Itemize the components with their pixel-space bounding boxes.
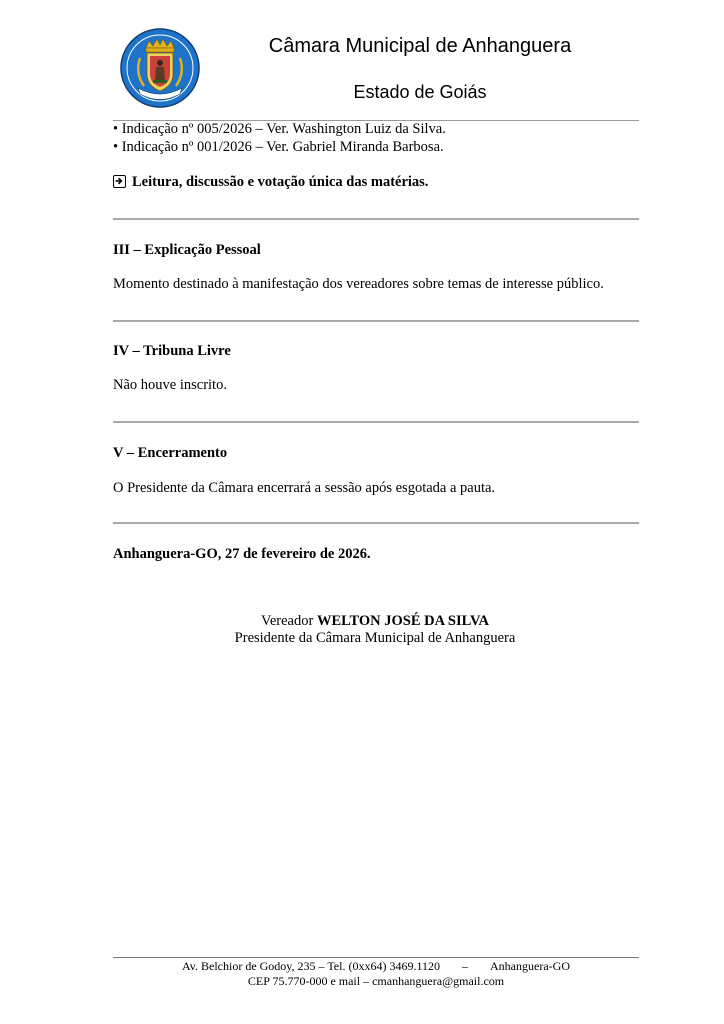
header-title: Câmara Municipal de Anhanguera <box>268 35 572 57</box>
signature-role: Presidente da Câmara Municipal de Anhanguera <box>234 630 516 646</box>
footer-dash: – <box>462 959 469 973</box>
section-text: Não houve inscrito. <box>113 377 227 393</box>
footer-line-1 <box>113 959 639 974</box>
reading-note <box>113 174 428 191</box>
section-heading: IV – Tribuna Livre <box>113 343 231 359</box>
reading-note-text: Leitura, discussão e votação única das matérias. <box>132 174 429 190</box>
place-date: Anhanguera-GO, 27 de fevereiro de 2026. <box>113 546 371 562</box>
section-divider <box>113 320 639 322</box>
footer-city: Anhanguera-GO <box>490 959 570 973</box>
arrow-right-icon <box>113 175 126 188</box>
signature-name <box>150 613 600 630</box>
signature-prefix: Vereador <box>260 613 314 629</box>
municipal-seal <box>120 28 200 108</box>
footer-address: Av. Belchior de Godoy, 235 – Tel. (0xx64) 3469.1120 <box>182 959 441 973</box>
section-text: O Presidente da Câmara encerrará a sessão após esgotada a pauta. <box>113 480 496 496</box>
section-divider <box>113 522 639 524</box>
section-heading: III – Explicação Pessoal <box>113 242 261 258</box>
list-item: • Indicação nº 005/2026 – Ver. Washington Luiz da Silva. <box>113 121 446 137</box>
section-divider <box>113 421 639 423</box>
section-divider <box>113 218 639 220</box>
header-subtitle: Estado de Goiás <box>353 82 487 102</box>
list-item: • Indicação nº 001/2026 – Ver. Gabriel Miranda Barbosa. <box>113 139 444 155</box>
footer-divider <box>113 957 639 958</box>
signature-person: WELTON JOSÉ DA SILVA <box>316 613 490 629</box>
section-text: Momento destinado à manifestação dos vereadores sobre temas de interesse público. <box>113 276 604 292</box>
section-heading: V – Encerramento <box>113 445 228 461</box>
footer-line-2: CEP 75.770-000 e mail – cmanhanguera@gmail.com <box>247 974 505 988</box>
